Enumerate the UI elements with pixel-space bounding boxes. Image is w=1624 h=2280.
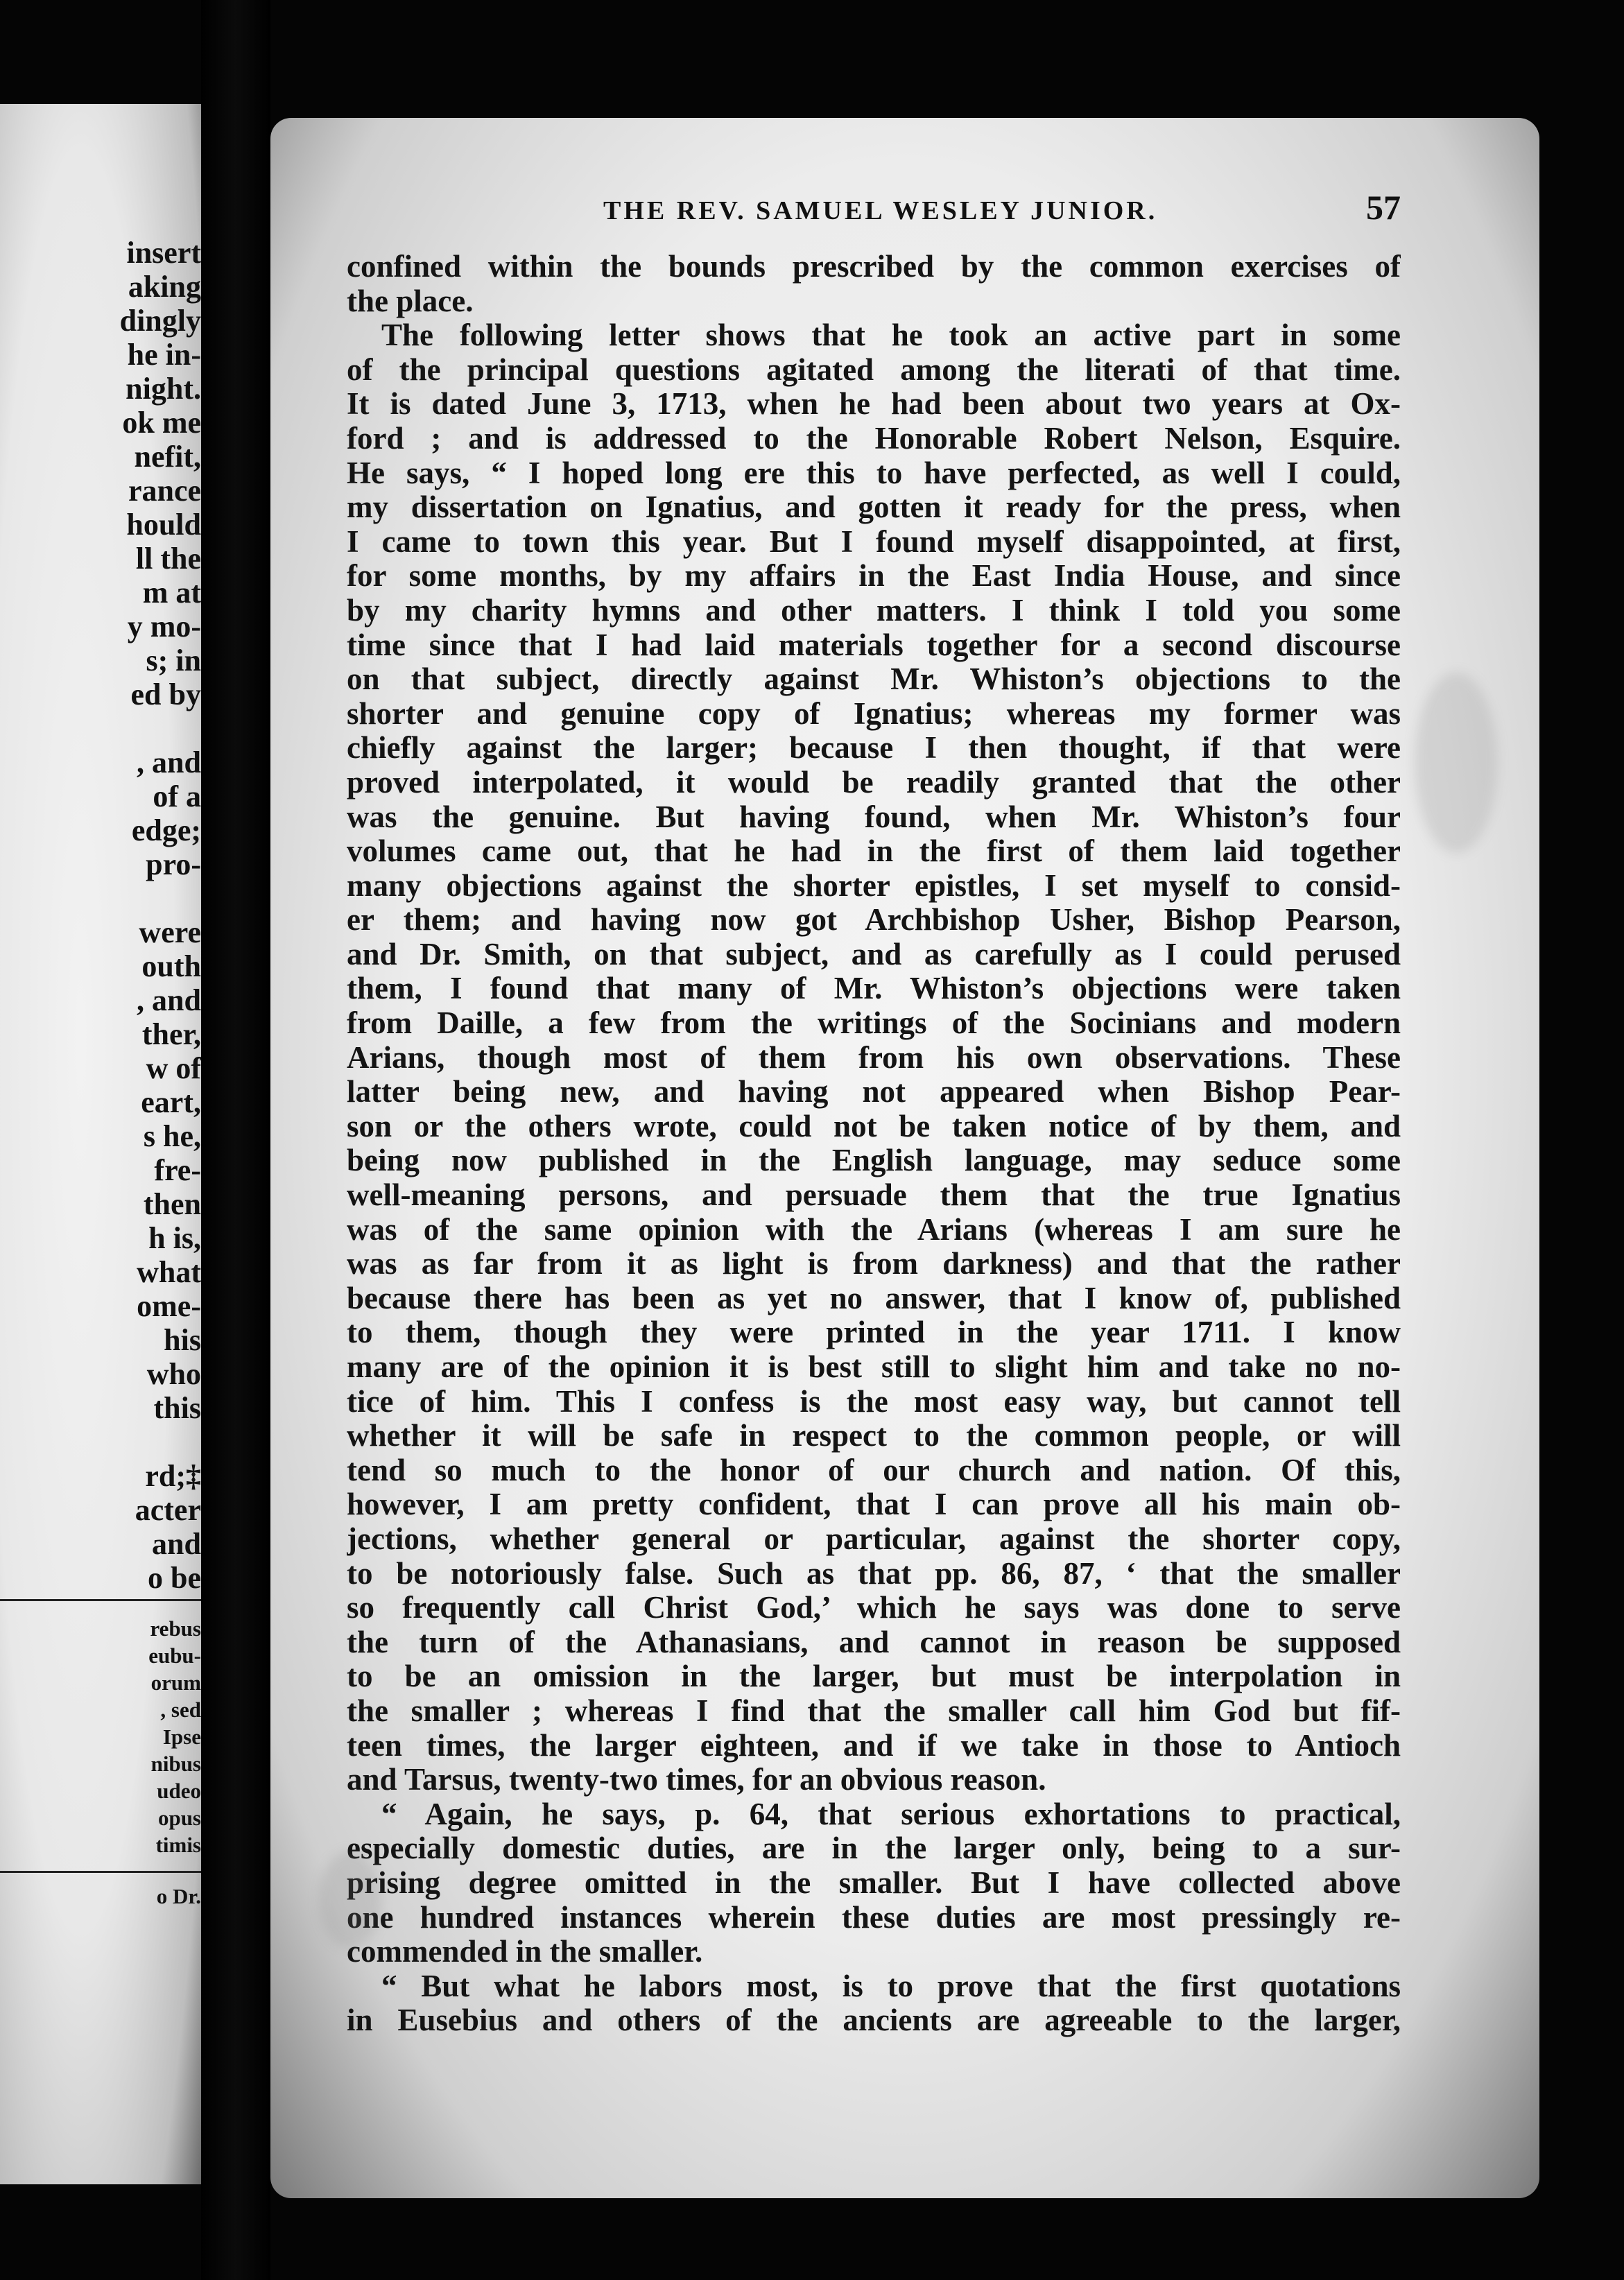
facing-page-line: ed by	[130, 677, 201, 711]
text-line: to be notoriously false. Such as that pp. 86, 87, ‘ that the smaller	[347, 1556, 1401, 1591]
facing-page-fragment	[0, 104, 201, 2184]
facing-page-line: eart,	[141, 1085, 201, 1119]
facing-page-line: ther,	[141, 1017, 201, 1051]
text-line: It is dated June 3, 1713, when he had been about two years at Ox-	[347, 387, 1401, 422]
text-line: latter being new, and having not appeared when Bishop Pear-	[347, 1075, 1401, 1109]
page-number: 57	[1366, 188, 1401, 227]
text-line: well-meaning persons, and persuade them that the true Ignatius	[347, 1178, 1401, 1213]
facing-page-line: Ipse	[162, 1725, 201, 1749]
facing-page-line: ll the	[135, 542, 201, 576]
facing-page-line: eubu-	[148, 1643, 201, 1668]
facing-page-line: udeo	[157, 1779, 201, 1803]
text-line: I came to town this year. But I found myself disappointed, at first,	[347, 524, 1401, 559]
facing-page-line: pro-	[146, 847, 201, 881]
facing-page-line: acter	[135, 1493, 201, 1527]
facing-page-line: who	[146, 1357, 201, 1391]
facing-page-line: what	[137, 1255, 201, 1289]
text-line: by my charity hymns and other matters. I think I told you some	[347, 593, 1401, 628]
facing-page-line: ome-	[137, 1289, 201, 1323]
text-line: one hundred instances wherein these duties are most pressingly re-	[347, 1900, 1401, 1935]
text-line: many are of the opinion it is best still to slight him and take no no-	[347, 1350, 1401, 1384]
text-line: however, I am pretty confident, that I can prove all his main ob-	[347, 1487, 1401, 1522]
facing-page-line: night.	[126, 372, 201, 406]
facing-page-line: o be	[148, 1561, 201, 1595]
facing-page-line: nibus	[150, 1752, 201, 1776]
facing-page-line: were	[139, 915, 201, 949]
text-line: the smaller ; whereas I find that the smaller call him God but fif-	[347, 1693, 1401, 1728]
facing-page-line: outh	[141, 949, 201, 983]
facing-page-line: insert	[126, 236, 201, 270]
text-line: shorter and genuine copy of Ignatius; whereas my former was	[347, 696, 1401, 731]
text-line: er them; and having now got Archbishop Usher, Bishop Pearson,	[347, 903, 1401, 938]
text-line: so frequently call Christ God,’ which he says was done to serve	[347, 1591, 1401, 1625]
text-line: my dissertation on Ignatius, and gotten it ready for the press, when	[347, 490, 1401, 525]
text-line: the turn of the Athanasians, and cannot in reason be supposed	[347, 1625, 1401, 1659]
text-line: tice of him. This I confess is the most easy way, but cannot tell	[347, 1384, 1401, 1419]
facing-page-line: , sed	[160, 1698, 201, 1722]
footnote-rule	[0, 1599, 201, 1601]
text-line: and Dr. Smith, on that subject, and as carefully as I could perused	[347, 937, 1401, 971]
text-line: son or the others wrote, could not be taken notice of by them, and	[347, 1109, 1401, 1143]
facing-page-line: this	[153, 1391, 201, 1425]
text-line: ford ; and is addressed to the Honorable Robert Nelson, Esquire.	[347, 421, 1401, 456]
facing-page-line: , and	[137, 983, 201, 1017]
facing-page-line: y mo-	[127, 610, 201, 644]
text-line: “ But what he labors most, is to prove that the first quotations	[381, 1969, 1401, 2003]
facing-page-line: rance	[128, 474, 201, 508]
facing-page-line: , and	[137, 745, 201, 779]
text-line: on that subject, directly against Mr. Whiston’s objections to the	[347, 662, 1401, 697]
body-text	[347, 250, 1401, 2038]
text-line: was as far from it as light is from darkness) and that the rather	[347, 1247, 1401, 1281]
text-line: to be an omission in the larger, but must be interpolation in	[347, 1659, 1401, 1694]
text-line: being now published in the English language, may seduce some	[347, 1143, 1401, 1178]
text-line: chiefly against the larger; because I then thought, if that were	[347, 731, 1401, 766]
facing-page-line: rebus	[150, 1616, 201, 1641]
facing-page-line: aking	[128, 270, 201, 304]
text-line: Arians, though most of them from his own observations. These	[347, 1040, 1401, 1075]
text-line: the place.	[347, 284, 474, 318]
facing-page-line: w of	[146, 1051, 201, 1085]
text-line: in Eusebius and others of the ancients are agreeable to the larger,	[347, 2003, 1401, 2038]
facing-page-line: his	[164, 1323, 201, 1357]
facing-page-line: then	[143, 1187, 201, 1221]
facing-page-line: fre-	[154, 1153, 201, 1187]
facing-page-line: of a	[153, 779, 201, 813]
text-line: tend so much to the honor of our church and nation. Of this,	[347, 1453, 1401, 1487]
text-line: “ Again, he says, p. 64, that serious exhortations to practical,	[381, 1797, 1401, 1831]
facing-page-line: nefit,	[134, 440, 201, 474]
facing-page-line: o Dr.	[156, 1884, 201, 1908]
facing-page-line: hould	[126, 508, 201, 542]
facing-page-line: opus	[157, 1806, 201, 1830]
facing-page-text	[0, 236, 201, 1910]
text-line: jections, whether general or particular, against the shorter copy,	[347, 1521, 1401, 1556]
text-line: prising degree omitted in the smaller. But I have collected above	[347, 1865, 1401, 1900]
text-line: proved interpolated, it would be readily granted that the other	[347, 765, 1401, 800]
main-page	[270, 118, 1539, 2198]
text-line: from Daille, a few from the writings of the Socinians and modern	[347, 1006, 1401, 1041]
text-line: volumes came out, that he had in the first of them laid together	[347, 834, 1401, 869]
running-head: THE REV. SAMUEL WESLEY JUNIOR.	[603, 196, 1158, 225]
text-line: was the genuine. But having found, when Mr. Whiston’s four	[347, 800, 1401, 834]
text-line: and Tarsus, twenty-two times, for an obvious reason.	[347, 1763, 1046, 1797]
facing-page-line: orum	[150, 1670, 201, 1695]
text-line: was of the same opinion with the Arians (whereas I am sure he	[347, 1212, 1401, 1247]
footnote-rule	[0, 1871, 201, 1873]
facing-page-line: m at	[142, 576, 201, 610]
facing-page-line: he in-	[127, 338, 201, 372]
text-line: teen times, the larger eighteen, and if we take in those to Antioch	[347, 1728, 1401, 1763]
text-line: whether it will be safe in respect to the common people, or will	[347, 1419, 1401, 1453]
text-line: of the principal questions agitated among the literati of that time.	[347, 352, 1401, 387]
text-line: especially domestic duties, are in the larger only, being to a sur-	[347, 1831, 1401, 1866]
facing-page-line: s; in	[146, 644, 201, 677]
text-line: He says, “ I hoped long ere this to have perfected, as well I could,	[347, 456, 1401, 490]
text-line: many objections against the shorter epistles, I set myself to consid-	[347, 868, 1401, 903]
text-line: to them, though they were printed in the year 1711. I know	[347, 1315, 1401, 1350]
facing-page-line: and	[152, 1527, 201, 1561]
text-line: commended in the smaller.	[347, 1935, 703, 1969]
text-line: time since that I had laid materials together for a second discourse	[347, 628, 1401, 662]
facing-page-line: h is,	[148, 1221, 201, 1255]
text-line: The following letter shows that he took an active part in some	[381, 318, 1401, 353]
book-gutter	[201, 0, 270, 2280]
text-line: for some months, by my affairs in the East India House, and since	[347, 559, 1401, 594]
facing-page-line: edge;	[131, 813, 201, 847]
text-line: confined within the bounds prescribed by the common exercises of	[347, 250, 1401, 284]
facing-page-line: rd;‡	[145, 1459, 201, 1493]
facing-page-line: timis	[155, 1833, 201, 1857]
scan-smudge	[1415, 673, 1498, 853]
text-line: them, I found that many of Mr. Whiston’s objections were taken	[347, 971, 1401, 1006]
facing-page-line: s he,	[143, 1119, 201, 1153]
facing-page-line: dingly	[119, 304, 201, 338]
text-line: because there has been as yet no answer, that I know of, published	[347, 1281, 1401, 1315]
facing-page-line: ok me	[122, 406, 201, 440]
